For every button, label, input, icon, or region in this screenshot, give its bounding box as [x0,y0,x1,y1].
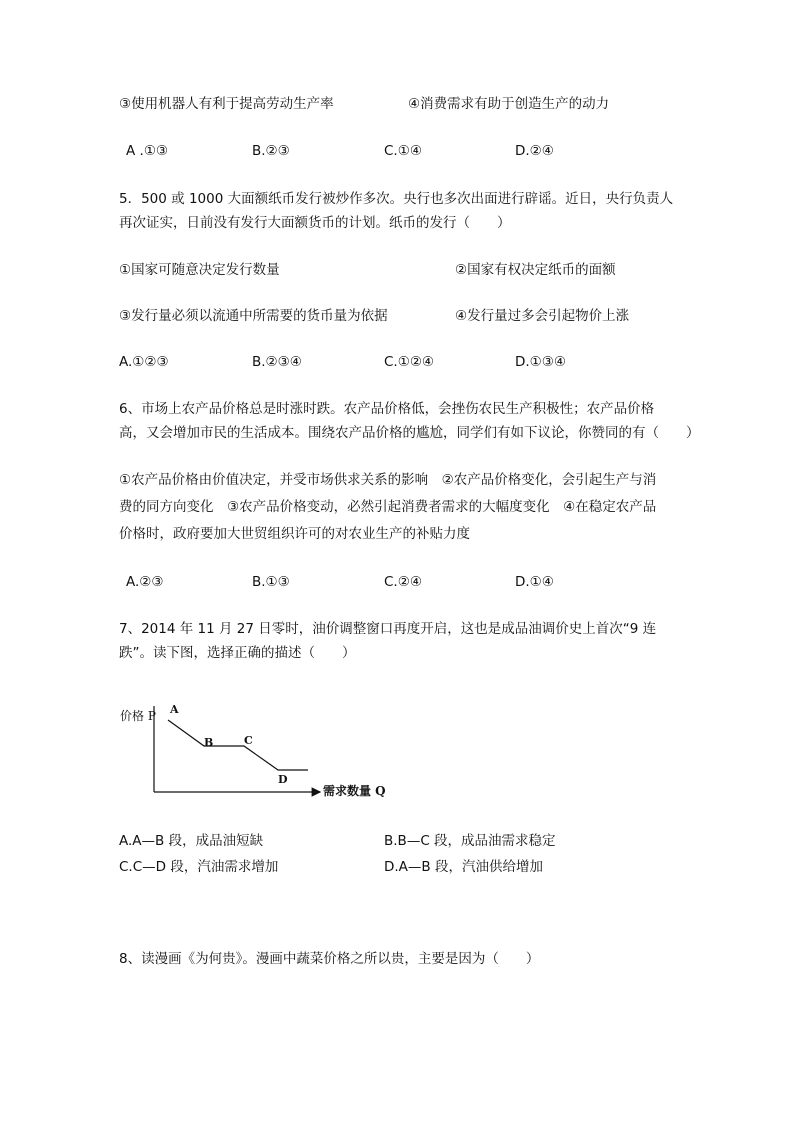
q5-option-d[interactable]: D.①③④ [515,354,566,370]
q5-stem-line-2: 再次证实，日前没有发行大面额货币的计划。纸币的发行（ ） [119,215,511,231]
q7-option-a[interactable]: A.A—B 段，成品油短缺 [119,833,264,849]
q7-option-b[interactable]: B.B—C 段，成品油需求稳定 [384,833,556,849]
q6-option-c[interactable]: C.②④ [384,574,422,590]
q6-statements-line-3: 价格时，政府要加大世贸组织许可的对农业生产的补贴力度 [119,526,470,542]
q4-option-d[interactable]: D.②④ [515,143,554,159]
q6-option-d[interactable]: D.①④ [515,574,554,590]
q6-statements-line-1: ①农产品价格由价值决定，并受市场供求关系的影响 ②农产品价格变化，会引起生产与消 [119,472,657,488]
q5-statement-3: ③发行量必须以流通中所需要的货币量为依据 [119,308,388,324]
q4-option-c[interactable]: C.①④ [384,143,422,159]
q7-option-c[interactable]: C.C—D 段，汽油需求增加 [119,859,279,875]
point-label-a: A [170,703,179,716]
q7-stem-line-1: 7、2014 年 11 月 27 日零时，油价调整窗口再度开启，这也是成品油调价史上首次“9 连 [119,621,657,637]
q5-option-c[interactable]: C.①②④ [384,354,435,370]
q8-stem-line-1: 8、读漫画《为何贵》。漫画中蔬菜价格之所以贵，主要是因为（ ） [119,951,540,967]
q4-statement-4: ④消费需求有助于创造生产的动力 [408,96,610,112]
q5-statement-2: ②国家有权决定纸币的面额 [455,262,616,278]
q6-option-b[interactable]: B.①③ [252,574,290,590]
demand-price-chart [118,696,398,800]
q4-statement-3: ③使用机器人有利于提高劳动生产率 [119,96,334,112]
q5-option-b[interactable]: B.②③④ [252,354,302,370]
point-label-b: B [204,736,214,749]
demand-curve [168,720,308,770]
point-label-d: D [278,773,288,786]
q4-option-b[interactable]: B.②③ [252,143,290,159]
q6-stem-line-1: 6、市场上农产品价格总是时涨时跌。农产品价格低，会挫伤农民生产积极性；农产品价格 [119,401,655,417]
q5-option-a[interactable]: A.①②③ [119,354,169,370]
point-label-c: C [244,734,253,747]
q6-option-a[interactable]: A.②③ [126,574,164,590]
q7-stem-line-2: 跌”。读下图，选择正确的描述（ ） [119,645,356,661]
q6-stem-line-2: 高，又会增加市民的生活成本。围绕农产品价格的尴尬，同学们有如下议论，你赞同的有（ ） [119,425,700,441]
q4-option-a[interactable]: A .①③ [126,143,169,159]
q6-statements-line-2: 费的同方向变化 ③农产品价格变动，必然引起消费者需求的大幅度变化 ④在稳定农产品 [119,499,657,515]
q5-statement-1: ①国家可随意决定发行数量 [119,262,280,278]
q5-stem-line-1: 5．500 或 1000 大面额纸币发行被炒作多次。央行也多次出面进行辟谣。近日，央行负责人 [119,191,674,207]
q7-option-d[interactable]: D.A—B 段，汽油供给增加 [384,859,543,875]
y-axis-label: 价格 P [120,709,156,723]
x-axis-label: 需求数量 Q [323,784,386,798]
q5-statement-4: ④发行量过多会引起物价上涨 [455,308,630,324]
